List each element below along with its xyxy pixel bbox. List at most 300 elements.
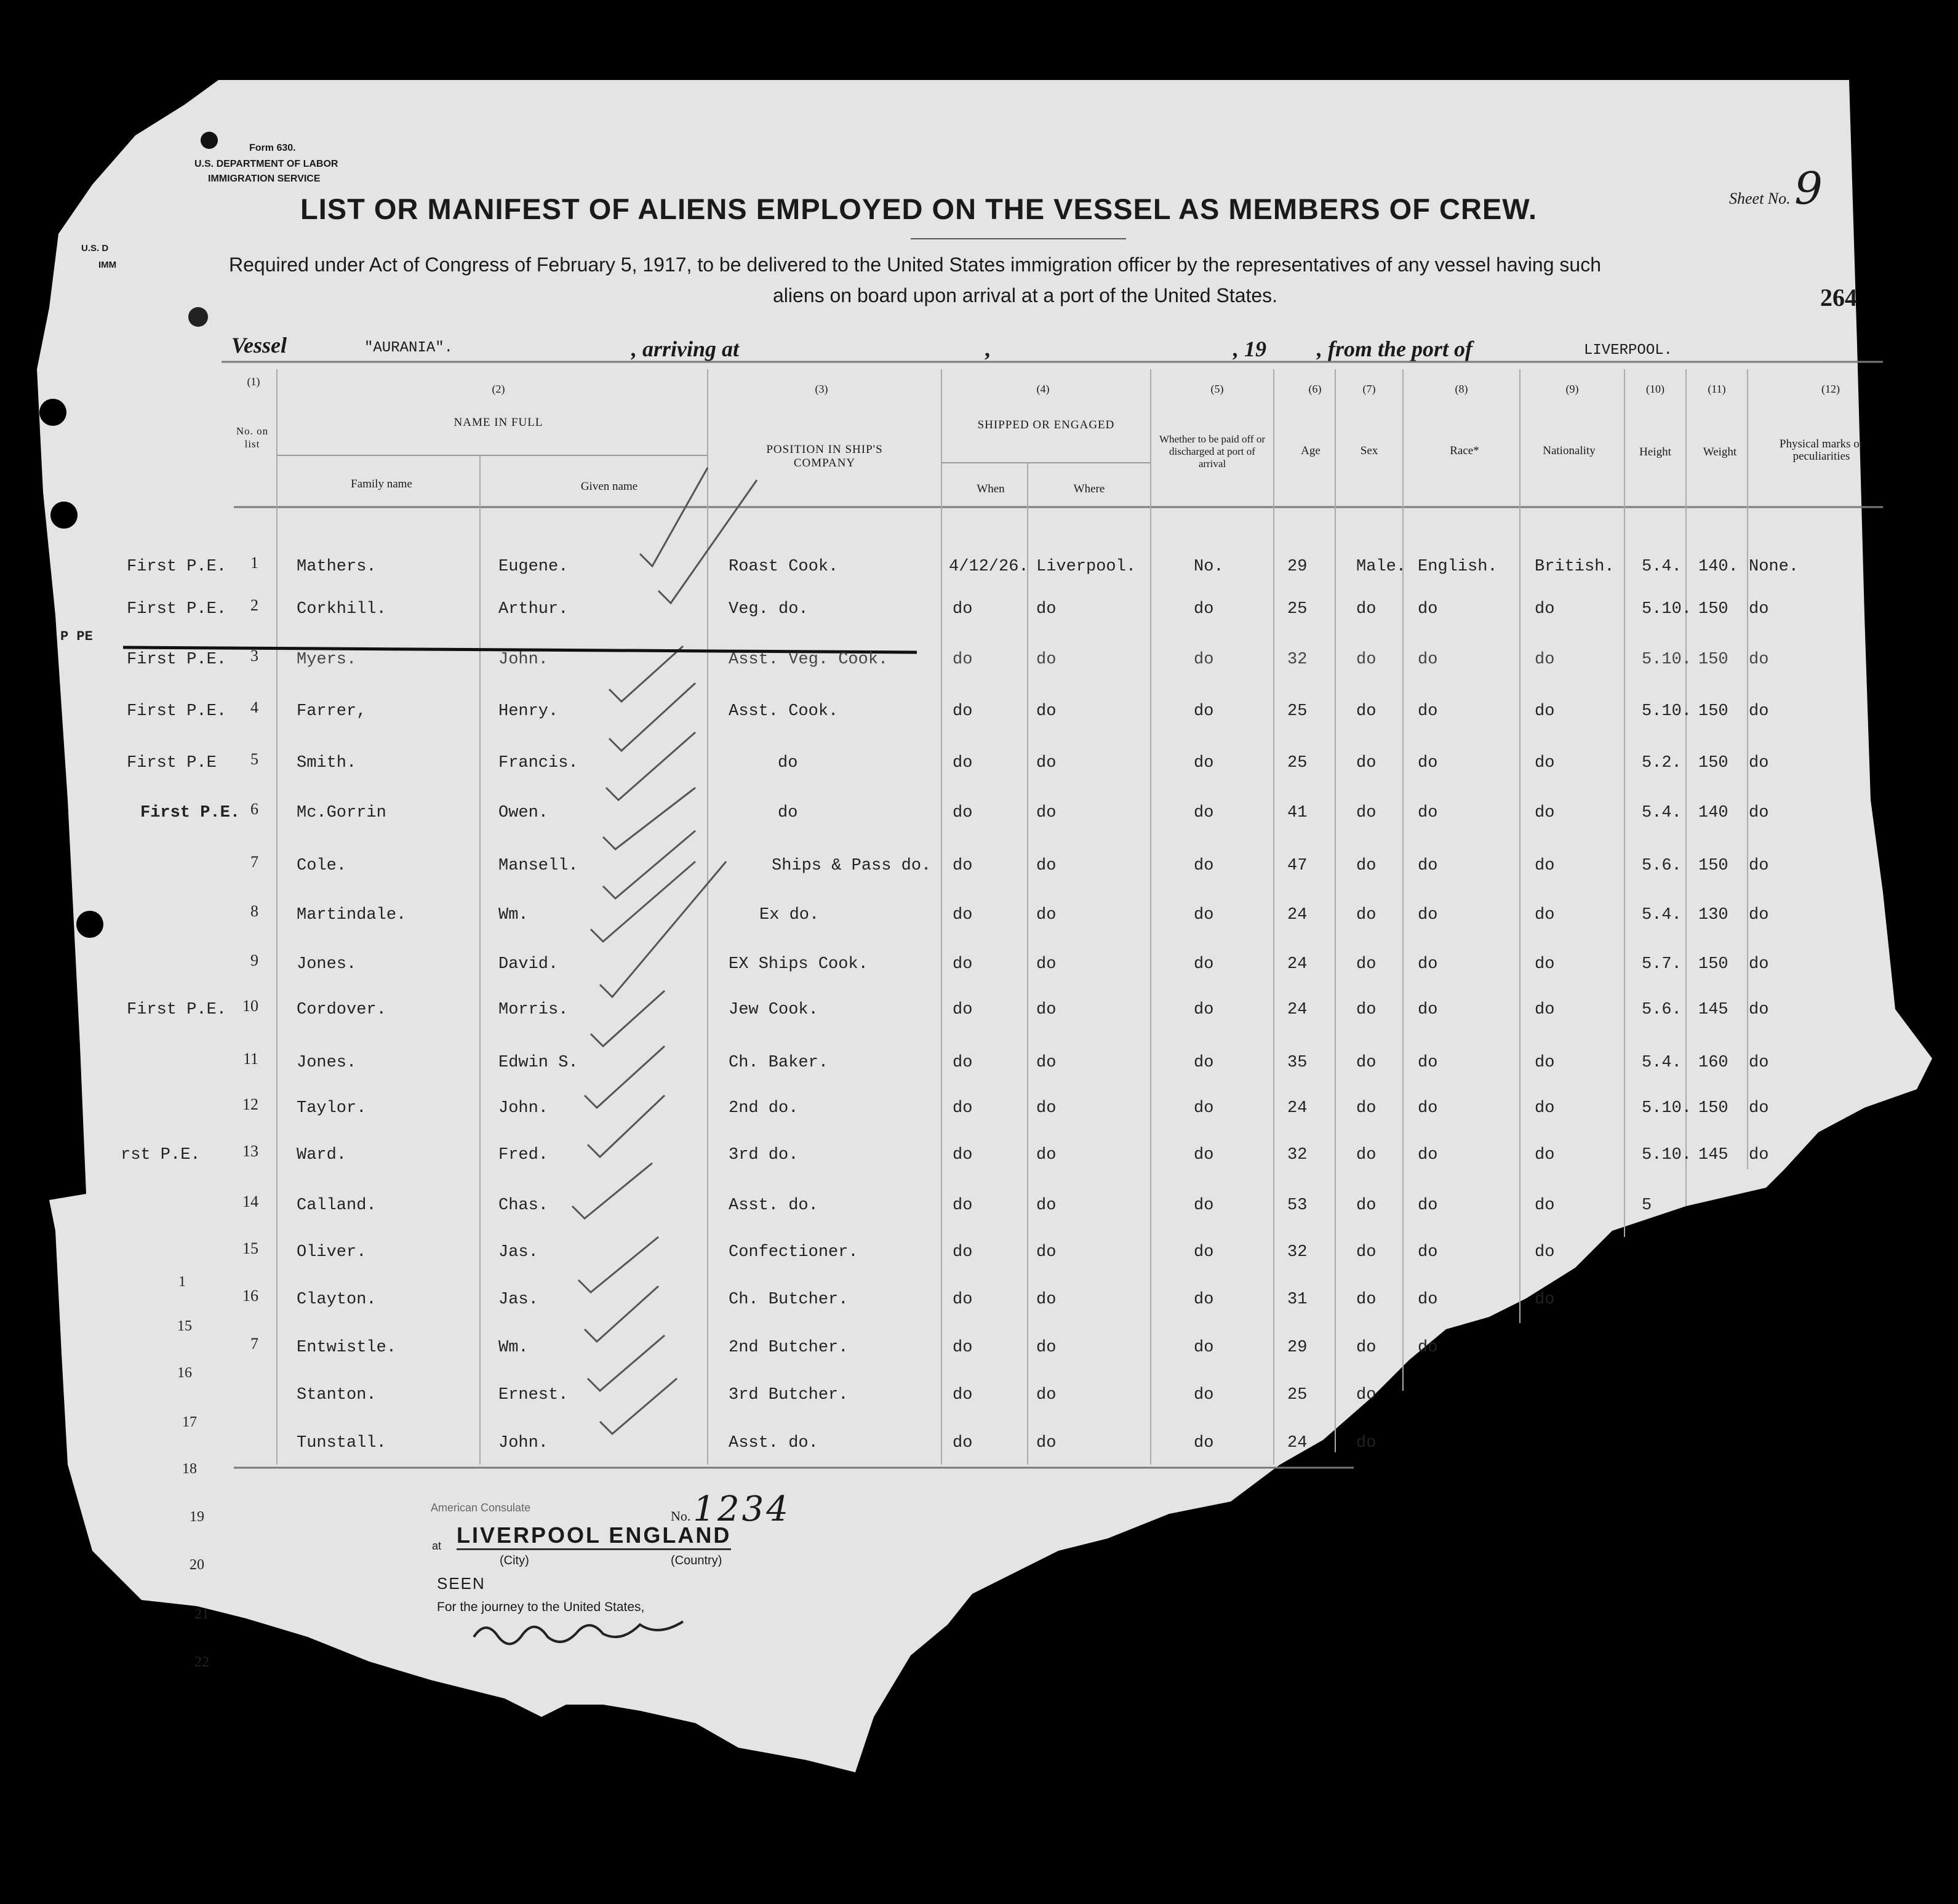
margin-pe-mark: P PE bbox=[60, 629, 93, 644]
nationality-cell: do bbox=[1535, 804, 1555, 822]
edge-fragment: U.S. D bbox=[81, 243, 109, 254]
sex-cell: Male. bbox=[1356, 558, 1407, 576]
physical-marks-cell: do bbox=[1749, 650, 1769, 669]
age-cell: 24 bbox=[1287, 906, 1308, 924]
physical-marks-cell: None. bbox=[1749, 558, 1799, 576]
given-name-cell: John. bbox=[498, 650, 549, 669]
physical-marks-cell: do bbox=[1749, 906, 1769, 924]
shipped-where-cell: do bbox=[1036, 1338, 1057, 1357]
height-cell: 5.4. bbox=[1642, 804, 1682, 822]
shipped-where-cell: Liverpool. bbox=[1036, 558, 1137, 576]
age-cell: 24 bbox=[1287, 955, 1308, 974]
position-cell: Asst. do. bbox=[729, 1196, 818, 1215]
weight-cell: 140. bbox=[1698, 558, 1738, 576]
sex-cell: do bbox=[1356, 1434, 1377, 1452]
colnum-5: (5) bbox=[1210, 383, 1224, 395]
paid-off-cell: do bbox=[1194, 906, 1214, 924]
stamp-city-country: LIVERPOOL ENGLAND bbox=[457, 1522, 731, 1550]
arriving-label: , arriving at bbox=[631, 337, 740, 361]
age-cell: 41 bbox=[1287, 804, 1308, 822]
position-cell: Roast Cook. bbox=[729, 558, 839, 576]
nationality-cell: do bbox=[1535, 702, 1555, 721]
age-cell: 24 bbox=[1287, 1434, 1308, 1452]
port-name: LIVERPOOL. bbox=[1584, 342, 1673, 359]
header-given-name: Given name bbox=[580, 480, 638, 493]
shipped-when-cell: do bbox=[953, 754, 973, 772]
family-name-cell: Entwistle. bbox=[297, 1338, 397, 1357]
family-name-cell: Stanton. bbox=[297, 1386, 377, 1404]
race-cell: do bbox=[1418, 857, 1438, 875]
row-number: 5 bbox=[250, 750, 258, 768]
left-margin-number: 21 bbox=[194, 1606, 209, 1622]
given-name-cell: Arthur. bbox=[498, 600, 569, 618]
vessel-label: Vessel bbox=[231, 333, 287, 358]
height-cell: 5.4. bbox=[1642, 558, 1682, 576]
header-position: POSITION IN SHIP'S COMPANY bbox=[766, 443, 883, 470]
margin-note: First P.E. bbox=[127, 702, 227, 721]
given-name-cell: Eugene. bbox=[498, 558, 569, 576]
given-name-cell: David. bbox=[498, 955, 559, 974]
header-family-name: Family name bbox=[351, 478, 412, 490]
family-name-cell: Jones. bbox=[297, 1054, 357, 1072]
nationality-cell: do bbox=[1535, 650, 1555, 669]
paid-off-cell: do bbox=[1194, 1146, 1214, 1164]
age-cell: 31 bbox=[1287, 1290, 1308, 1309]
shipped-when-cell: do bbox=[953, 804, 973, 822]
paid-off-cell: do bbox=[1194, 1243, 1214, 1262]
paid-off-cell: do bbox=[1194, 1001, 1214, 1019]
shipped-when-cell: do bbox=[953, 857, 973, 875]
page-title: LIST OR MANIFEST OF ALIENS EMPLOYED ON THE VESSEL AS MEMBERS OF CREW. bbox=[300, 193, 1538, 225]
family-name-cell: Cole. bbox=[297, 857, 347, 875]
given-name-cell: Henry. bbox=[498, 702, 559, 721]
sex-cell: do bbox=[1356, 1386, 1377, 1404]
height-cell: 5.6. bbox=[1642, 857, 1682, 875]
age-cell: 25 bbox=[1287, 702, 1308, 721]
physical-marks-cell: do bbox=[1749, 754, 1769, 772]
left-margin-number: 15 bbox=[177, 1318, 192, 1334]
weight-cell: 140 bbox=[1698, 804, 1728, 822]
paid-off-cell: do bbox=[1194, 1099, 1214, 1118]
sex-cell: do bbox=[1356, 702, 1377, 721]
shipped-when-cell: do bbox=[953, 955, 973, 974]
race-cell: do bbox=[1418, 1001, 1438, 1019]
age-cell: 25 bbox=[1287, 1386, 1308, 1404]
family-name-cell: Jones. bbox=[297, 955, 357, 974]
stamp-at-label: at bbox=[432, 1540, 442, 1552]
family-name-cell: Calland. bbox=[297, 1196, 377, 1215]
position-cell: do bbox=[778, 804, 798, 822]
margin-note: First P.E bbox=[127, 754, 217, 772]
row-number: 2 bbox=[250, 596, 258, 614]
nationality-cell: do bbox=[1535, 1290, 1555, 1309]
physical-marks-cell: do bbox=[1749, 600, 1769, 618]
age-cell: 24 bbox=[1287, 1099, 1308, 1118]
sheet-label bbox=[1729, 162, 1823, 214]
sex-cell: do bbox=[1356, 1146, 1377, 1164]
shipped-when-cell: do bbox=[953, 1001, 973, 1019]
paid-off-cell: No. bbox=[1194, 558, 1224, 576]
shipped-when-cell: do bbox=[953, 1338, 973, 1357]
shipped-when-cell: do bbox=[953, 906, 973, 924]
nationality-cell: British. bbox=[1535, 558, 1615, 576]
sex-cell: do bbox=[1356, 955, 1377, 974]
shipped-when-cell: do bbox=[953, 702, 973, 721]
row-number: 16 bbox=[242, 1287, 258, 1305]
given-name-cell: Edwin S. bbox=[498, 1054, 578, 1072]
family-name-cell: Cordover. bbox=[297, 1001, 386, 1019]
weight-cell: 150 bbox=[1698, 1099, 1728, 1118]
shipped-where-cell: do bbox=[1036, 1386, 1057, 1404]
nationality-cell: do bbox=[1535, 1099, 1555, 1118]
sex-cell: do bbox=[1356, 1338, 1377, 1357]
given-name-cell: Jas. bbox=[498, 1243, 538, 1262]
family-name-cell: Smith. bbox=[297, 754, 357, 772]
header-sex: Sex bbox=[1360, 444, 1378, 457]
position-cell: 3rd Butcher. bbox=[729, 1386, 849, 1404]
nationality-cell: do bbox=[1535, 1054, 1555, 1072]
age-cell: 32 bbox=[1287, 1243, 1308, 1262]
age-cell: 47 bbox=[1287, 857, 1308, 875]
weight-cell: 150 bbox=[1698, 702, 1728, 721]
nationality-cell: do bbox=[1535, 857, 1555, 875]
shipped-where-cell: do bbox=[1036, 906, 1057, 924]
nationality-cell: do bbox=[1535, 1001, 1555, 1019]
family-name-cell: Corkhill. bbox=[297, 600, 386, 618]
race-cell: do bbox=[1418, 1290, 1438, 1309]
shipped-where-cell: do bbox=[1036, 1099, 1057, 1118]
shipped-where-cell: do bbox=[1036, 1054, 1057, 1072]
position-cell: 3rd do. bbox=[729, 1146, 799, 1164]
vessel-name: "AURANIA". bbox=[364, 340, 454, 356]
family-name-cell: Clayton. bbox=[297, 1290, 377, 1309]
position-cell: Ships & Pass do. bbox=[772, 857, 932, 875]
nationality-cell: do bbox=[1535, 1146, 1555, 1164]
sex-cell: do bbox=[1356, 1054, 1377, 1072]
race-cell: do bbox=[1418, 754, 1438, 772]
stamp-no-value: 1234 bbox=[693, 1489, 791, 1529]
position-cell: Asst. do. bbox=[729, 1434, 818, 1452]
paid-off-cell: do bbox=[1194, 1338, 1214, 1357]
left-margin-number: 19 bbox=[190, 1509, 204, 1525]
height-cell: 5.4. bbox=[1642, 1054, 1682, 1072]
shipped-when-cell: do bbox=[953, 1243, 973, 1262]
binder-hole-icon bbox=[188, 307, 208, 327]
race-cell: do bbox=[1418, 1054, 1438, 1072]
family-name-cell: Ward. bbox=[297, 1146, 347, 1164]
header-shipped-engaged: SHIPPED OR ENGAGED bbox=[977, 418, 1115, 431]
given-name-cell: Jas. bbox=[498, 1290, 538, 1309]
race-cell: do bbox=[1418, 702, 1438, 721]
row-number: 7 bbox=[250, 1335, 258, 1353]
given-name-cell: Wm. bbox=[498, 906, 529, 924]
height-cell: 5.7. bbox=[1642, 955, 1682, 974]
left-margin-number: 1 bbox=[178, 1274, 186, 1290]
paid-off-cell: do bbox=[1194, 1290, 1214, 1309]
shipped-where-cell: do bbox=[1036, 650, 1057, 669]
sex-cell: do bbox=[1356, 1243, 1377, 1262]
left-margin-number: 18 bbox=[182, 1461, 197, 1477]
binder-hole-icon bbox=[76, 911, 103, 938]
race-cell: do bbox=[1418, 906, 1438, 924]
shipped-when-cell: do bbox=[953, 600, 973, 618]
left-margin-number: 22 bbox=[194, 1654, 209, 1670]
sex-cell: do bbox=[1356, 600, 1377, 618]
margin-note: First P.E. bbox=[140, 804, 241, 822]
position-cell: Veg. do. bbox=[729, 600, 809, 618]
header-weight: Weight bbox=[1703, 446, 1737, 458]
height-cell: 5.10. bbox=[1642, 600, 1692, 618]
header-name-in-full: NAME IN FULL bbox=[454, 416, 543, 429]
weight-cell: 150 bbox=[1698, 650, 1728, 669]
physical-marks-cell: do bbox=[1749, 955, 1769, 974]
binder-hole-icon bbox=[201, 132, 218, 149]
weight-cell: 160 bbox=[1698, 1054, 1728, 1072]
shipped-when-cell: do bbox=[953, 1290, 973, 1309]
left-margin-number: 16 bbox=[177, 1365, 192, 1381]
shipped-where-cell: do bbox=[1036, 1434, 1057, 1452]
nationality-cell: do bbox=[1535, 754, 1555, 772]
shipped-where-cell: do bbox=[1036, 1290, 1057, 1309]
binder-hole-icon bbox=[50, 502, 78, 529]
nationality-cell: do bbox=[1535, 600, 1555, 618]
age-cell: 32 bbox=[1287, 1146, 1308, 1164]
form-number: Form 630. bbox=[249, 143, 296, 153]
physical-marks-cell: do bbox=[1749, 1099, 1769, 1118]
shipped-where-cell: do bbox=[1036, 1146, 1057, 1164]
physical-marks-cell: do bbox=[1749, 857, 1769, 875]
family-name-cell: Taylor. bbox=[297, 1099, 367, 1118]
age-cell: 25 bbox=[1287, 600, 1308, 618]
given-name-cell: Fred. bbox=[498, 1146, 549, 1164]
family-name-cell: Myers. bbox=[297, 650, 357, 669]
paid-off-cell: do bbox=[1194, 754, 1214, 772]
race-cell: do bbox=[1418, 1243, 1438, 1262]
height-cell: 5.10. bbox=[1642, 650, 1692, 669]
sex-cell: do bbox=[1356, 1290, 1377, 1309]
shipped-when-cell: do bbox=[953, 1434, 973, 1452]
race-cell: do bbox=[1418, 1099, 1438, 1118]
row-number: 14 bbox=[242, 1193, 258, 1210]
family-name-cell: Mathers. bbox=[297, 558, 377, 576]
shipped-when-cell: do bbox=[953, 1196, 973, 1215]
stamp-country-label: (Country) bbox=[671, 1554, 722, 1567]
age-cell: 24 bbox=[1287, 1001, 1308, 1019]
sheet-no-label: Sheet No. bbox=[1729, 190, 1791, 207]
colnum-1: (1) bbox=[247, 375, 260, 388]
margin-note: First P.E. bbox=[127, 600, 227, 618]
family-name-cell: Martindale. bbox=[297, 906, 407, 924]
position-cell: Ex do. bbox=[759, 906, 820, 924]
colnum-11: (11) bbox=[1708, 383, 1726, 395]
colnum-4: (4) bbox=[1036, 383, 1050, 395]
shipped-when-cell: 4/12/26. bbox=[949, 558, 1029, 576]
given-name-cell: Wm. bbox=[498, 1338, 529, 1357]
given-name-cell: Chas. bbox=[498, 1196, 549, 1215]
stamp-journey: For the journey to the United States, bbox=[437, 1600, 645, 1614]
department-label: U.S. DEPARTMENT OF LABOR bbox=[194, 159, 338, 169]
row-number: 3 bbox=[250, 647, 258, 665]
weight-cell: 145 bbox=[1698, 1001, 1728, 1019]
shipped-where-cell: do bbox=[1036, 1001, 1057, 1019]
header-race: Race* bbox=[1450, 444, 1479, 457]
position-cell: Ch. Butcher. bbox=[729, 1290, 849, 1309]
height-cell: 5.4. bbox=[1642, 906, 1682, 924]
sex-cell: do bbox=[1356, 754, 1377, 772]
header-paid-off: Whether to be paid off or discharged at port of arrival bbox=[1159, 433, 1265, 470]
given-name-cell: John. bbox=[498, 1099, 549, 1118]
shipped-where-cell: do bbox=[1036, 754, 1057, 772]
binder-hole-icon bbox=[39, 399, 66, 426]
arriving-comma: , bbox=[985, 337, 990, 361]
paid-off-cell: do bbox=[1194, 1196, 1214, 1215]
weight-cell: 145 bbox=[1698, 1146, 1728, 1164]
weight-cell: 130 bbox=[1698, 906, 1728, 924]
given-name-cell: Owen. bbox=[498, 804, 549, 822]
sex-cell: do bbox=[1356, 1001, 1377, 1019]
row-number: 7 bbox=[250, 853, 258, 871]
header-age: Age bbox=[1301, 444, 1321, 457]
race-cell: do bbox=[1418, 804, 1438, 822]
stamp-seen: SEEN bbox=[437, 1574, 486, 1593]
row-number: 10 bbox=[242, 997, 258, 1015]
shipped-when-cell: do bbox=[953, 1099, 973, 1118]
family-name-cell: Tunstall. bbox=[297, 1434, 386, 1452]
age-cell: 53 bbox=[1287, 1196, 1308, 1215]
given-name-cell: Ernest. bbox=[498, 1386, 569, 1404]
colnum-6: (6) bbox=[1308, 383, 1322, 395]
height-cell: 5.10. bbox=[1642, 702, 1692, 721]
height-cell: 5.10. bbox=[1642, 1099, 1692, 1118]
weight-cell: 150 bbox=[1698, 955, 1728, 974]
race-cell: do bbox=[1418, 1338, 1438, 1357]
row-number: 12 bbox=[242, 1095, 258, 1113]
sex-cell: do bbox=[1356, 857, 1377, 875]
paid-off-cell: do bbox=[1194, 1386, 1214, 1404]
height-cell: 5.10. bbox=[1642, 1146, 1692, 1164]
shipped-where-cell: do bbox=[1036, 857, 1057, 875]
shipped-where-cell: do bbox=[1036, 702, 1057, 721]
sex-cell: do bbox=[1356, 906, 1377, 924]
left-margin-number: 17 bbox=[182, 1414, 197, 1430]
shipped-when-cell: do bbox=[953, 1054, 973, 1072]
nationality-cell: do bbox=[1535, 1196, 1555, 1215]
margin-note: First P.E. bbox=[127, 558, 227, 576]
sex-cell: do bbox=[1356, 1196, 1377, 1215]
weight-cell: 150 bbox=[1698, 754, 1728, 772]
shipped-where-cell: do bbox=[1036, 955, 1057, 974]
header-nationality: Nationality bbox=[1543, 444, 1596, 457]
subtitle-line-1: Required under Act of Congress of February 5, 1917, to be delivered to the United States immigration officer by the representatives of any vessel having such bbox=[229, 254, 1601, 276]
height-cell: 5.6. bbox=[1642, 1001, 1682, 1019]
given-name-cell: John. bbox=[498, 1434, 549, 1452]
paid-off-cell: do bbox=[1194, 1054, 1214, 1072]
sex-cell: do bbox=[1356, 650, 1377, 669]
header-physical-marks: Physical marks or peculiarities bbox=[1779, 438, 1864, 463]
position-cell: Confectioner. bbox=[729, 1243, 858, 1262]
left-margin-number: 20 bbox=[190, 1557, 204, 1573]
colnum-8: (8) bbox=[1455, 383, 1468, 395]
sheet-no-value: 9 bbox=[1794, 162, 1823, 214]
given-name-cell: Francis. bbox=[498, 754, 578, 772]
shipped-where-cell: do bbox=[1036, 1243, 1057, 1262]
weight-cell: 150 bbox=[1698, 600, 1728, 618]
paid-off-cell: do bbox=[1194, 702, 1214, 721]
family-name-cell: Mc.Gorrin bbox=[297, 804, 386, 822]
race-cell: do bbox=[1418, 1196, 1438, 1215]
colnum-2: (2) bbox=[492, 383, 505, 395]
header-where: Where bbox=[1073, 482, 1105, 495]
position-cell: Jew Cook. bbox=[729, 1001, 818, 1019]
shipped-where-cell: do bbox=[1036, 600, 1057, 618]
shipped-when-cell: do bbox=[953, 1386, 973, 1404]
given-name-cell: Mansell. bbox=[498, 857, 578, 875]
stamp-city-label: (City) bbox=[500, 1554, 529, 1567]
height-cell: 5 bbox=[1642, 1196, 1652, 1215]
race-cell: do bbox=[1418, 600, 1438, 618]
position-cell: 2nd do. bbox=[729, 1099, 799, 1118]
physical-marks-cell: do bbox=[1749, 1054, 1769, 1072]
age-cell: 35 bbox=[1287, 1054, 1308, 1072]
family-name-cell: Oliver. bbox=[297, 1243, 367, 1262]
physical-marks-cell: do bbox=[1749, 702, 1769, 721]
year-label: , 19 bbox=[1233, 337, 1266, 361]
stamp-no-label: No. bbox=[671, 1508, 691, 1524]
row-number: 15 bbox=[242, 1239, 258, 1257]
age-cell: 29 bbox=[1287, 558, 1308, 576]
colnum-7: (7) bbox=[1362, 383, 1376, 395]
position-cell: EX Ships Cook. bbox=[729, 955, 868, 974]
race-cell: do bbox=[1418, 1146, 1438, 1164]
paid-off-cell: do bbox=[1194, 650, 1214, 669]
position-cell: 2nd Butcher. bbox=[729, 1338, 849, 1357]
margin-note: First P.E. bbox=[127, 1001, 227, 1019]
page-number: 264 bbox=[1820, 284, 1857, 311]
colnum-12: (12) bbox=[1821, 383, 1840, 395]
row-number: 11 bbox=[242, 1050, 258, 1068]
race-cell: English. bbox=[1418, 558, 1498, 576]
colnum-3: (3) bbox=[815, 383, 828, 395]
position-cell: Ch. Baker. bbox=[729, 1054, 829, 1072]
row-number: 1 bbox=[250, 554, 258, 572]
nationality-cell: do bbox=[1535, 955, 1555, 974]
position-cell: Asst. Veg. Cook. bbox=[729, 650, 889, 669]
header-no-on-list: No. on list bbox=[236, 425, 269, 450]
age-cell: 29 bbox=[1287, 1338, 1308, 1357]
paid-off-cell: do bbox=[1194, 804, 1214, 822]
header-when: When bbox=[977, 482, 1005, 495]
position-cell: do bbox=[778, 754, 798, 772]
paid-off-cell: do bbox=[1194, 955, 1214, 974]
age-cell: 32 bbox=[1287, 650, 1308, 669]
shipped-where-cell: do bbox=[1036, 1196, 1057, 1215]
age-cell: 25 bbox=[1287, 754, 1308, 772]
weight-cell: 150 bbox=[1698, 857, 1728, 875]
race-cell: do bbox=[1418, 955, 1438, 974]
given-name-cell: Morris. bbox=[498, 1001, 569, 1019]
height-cell: 5.2. bbox=[1642, 754, 1682, 772]
nationality-cell: do bbox=[1535, 1243, 1555, 1262]
row-number: 13 bbox=[242, 1142, 258, 1160]
paper-shape bbox=[37, 80, 1932, 1772]
race-cell: do bbox=[1418, 650, 1438, 669]
physical-marks-cell: do bbox=[1749, 1146, 1769, 1164]
colnum-10: (10) bbox=[1646, 383, 1664, 395]
shipped-when-cell: do bbox=[953, 1146, 973, 1164]
margin-note: First P.E. bbox=[127, 650, 227, 669]
colnum-9: (9) bbox=[1565, 383, 1579, 395]
row-number: 6 bbox=[250, 800, 258, 818]
